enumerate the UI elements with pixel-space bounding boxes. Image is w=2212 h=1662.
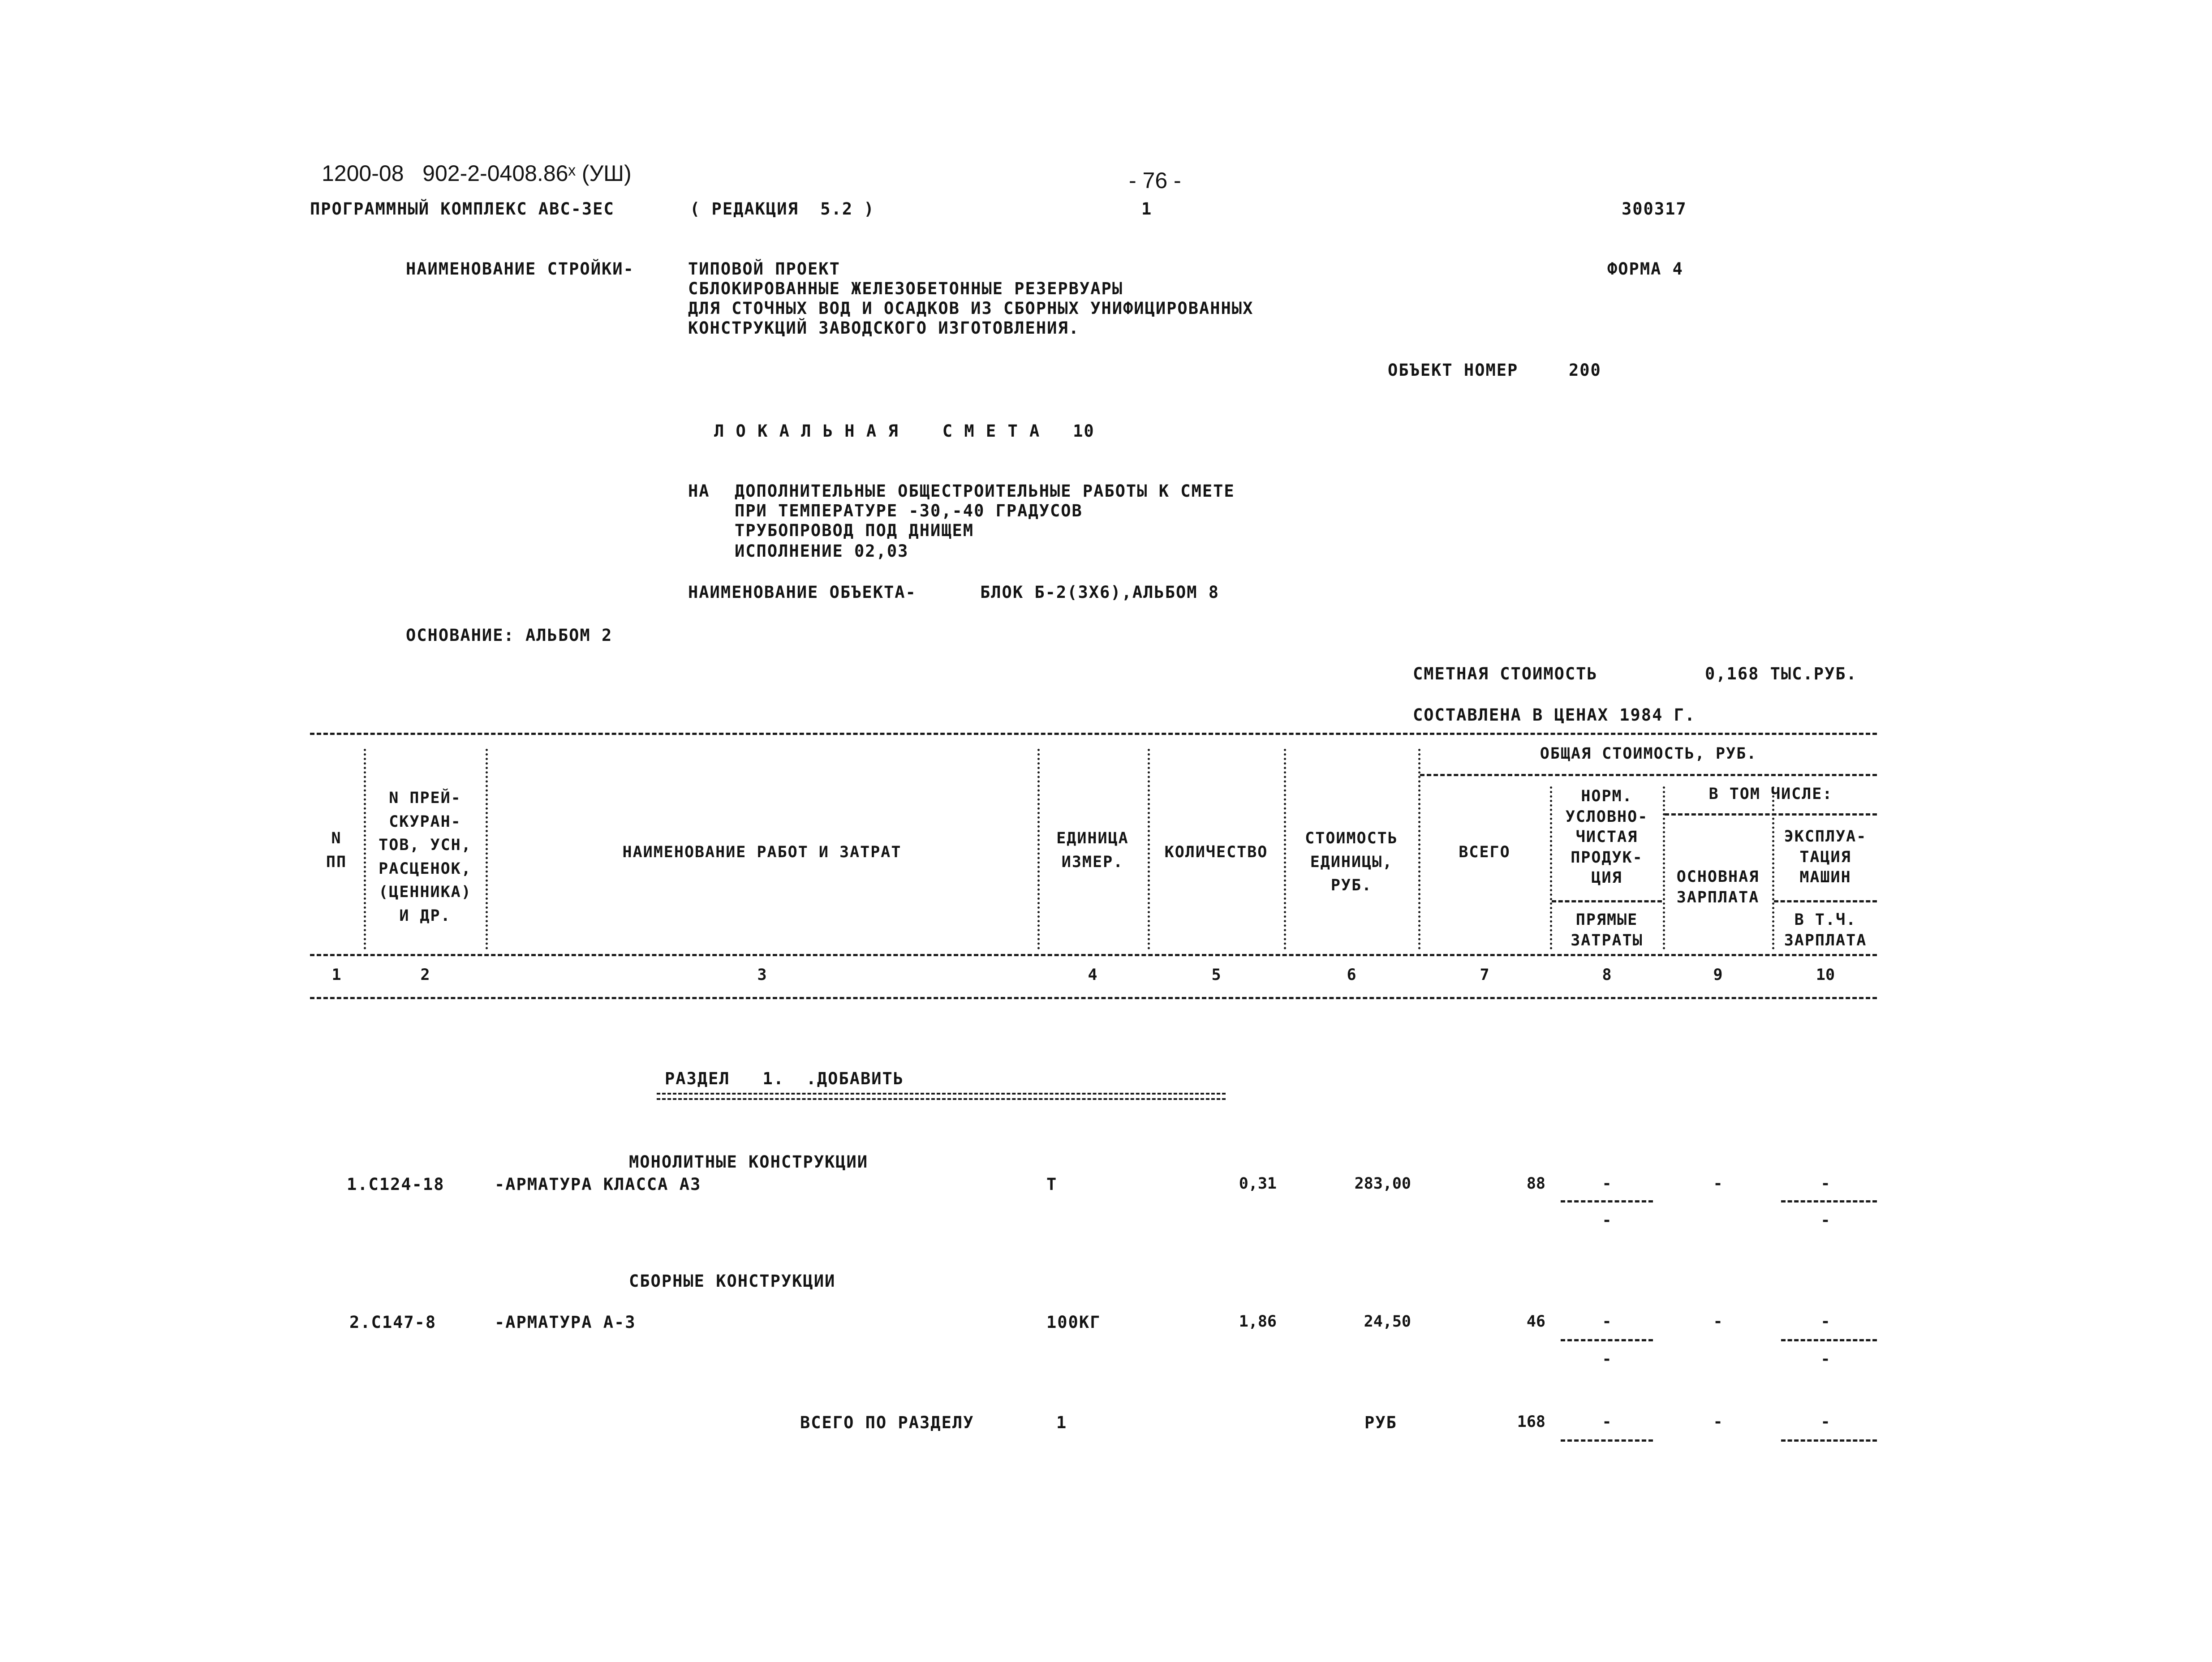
header-bottom-rule: [310, 954, 1877, 956]
header-quantity: КОЛИЧЕСТВО: [1164, 843, 1268, 861]
cell-rule: [1781, 1439, 1877, 1442]
row-total: 46: [1526, 1313, 1545, 1331]
row-machine-salary: -: [1820, 1350, 1830, 1368]
sheet-number: 1: [1141, 199, 1153, 219]
header-direct-costs: ПРЯМЫЕ ЗАТРАТЫ: [1571, 911, 1643, 949]
construction-name-line: ТИПОВОЙ ПРОЕКТ: [688, 259, 840, 279]
including-header: В ТОМ ЧИСЛЕ:: [1708, 785, 1833, 803]
purpose-line: ПРИ ТЕМПЕРАТУРЕ -30,-40 ГРАДУСОВ: [735, 501, 1083, 520]
purpose-line: ДОПОЛНИТЕЛЬНЫЕ ОБЩЕСТРОИТЕЛЬНЫЕ РАБОТЫ К СМЕТЕ: [735, 481, 1235, 501]
object-name: БЛОК Б-2(3Х6),АЛЬБОМ 8: [980, 583, 1220, 602]
row-net-production: -: [1602, 1175, 1612, 1193]
column-number: 5: [1211, 966, 1221, 984]
cell-rule: [1561, 1200, 1653, 1202]
column-number: 8: [1602, 966, 1612, 984]
object-name-label: НАИМЕНОВАНИЕ ОБЪЕКТА-: [688, 583, 917, 602]
price-base-label: СОСТАВЛЕНА В ЦЕНАХ 1984 Г.: [1413, 705, 1696, 725]
column-number: 1: [331, 966, 341, 984]
row-work-name: -АРМАТУРА А-3: [495, 1313, 636, 1332]
header-total: ВСЕГО: [1459, 843, 1511, 861]
group-title: МОНОЛИТНЫЕ КОНСТРУКЦИИ: [629, 1152, 869, 1172]
row-quantity: 1,86: [1239, 1313, 1277, 1331]
row-code: 1.С124-18: [347, 1175, 445, 1194]
cell-rule: [1561, 1339, 1653, 1341]
document-stamp: 1200-08 902-2-0408.86ˣ (УШ): [322, 161, 632, 186]
purpose-prefix: НА: [688, 481, 710, 501]
row-base-salary: -: [1713, 1313, 1723, 1331]
header-net-production-rule: [1552, 900, 1662, 902]
cell-rule: [1561, 1439, 1653, 1442]
construction-name-label: НАИМЕНОВАНИЕ СТРОЙКИ-: [406, 259, 634, 279]
row-unit-cost: 283,00: [1354, 1175, 1411, 1193]
row-base-salary: -: [1713, 1175, 1723, 1193]
column-number: 3: [757, 966, 767, 984]
basis-label: ОСНОВАНИЕ: АЛЬБОМ 2: [406, 626, 613, 645]
section-total-value: 168: [1517, 1413, 1545, 1431]
header-price-code: N ПРЕЙ- СКУРАН- ТОВ, УСН, РАСЦЕНОК, (ЦЕННИКА) И ДР.: [379, 789, 472, 925]
row-unit-cost: 24,50: [1364, 1313, 1411, 1331]
column-number: 6: [1347, 966, 1356, 984]
section-double-rule: [657, 1093, 1226, 1100]
document-code: 300317: [1622, 199, 1687, 219]
form-label: ФОРМА 4: [1607, 259, 1683, 279]
purpose-line: ИСПОЛНЕНИЕ 02,03: [735, 541, 909, 561]
row-machine-salary: -: [1820, 1211, 1830, 1229]
column-number: 10: [1816, 966, 1835, 984]
row-total: 88: [1526, 1175, 1545, 1193]
construction-name-line: ДЛЯ СТОЧНЫХ ВОД И ОСАДКОВ ИЗ СБОРНЫХ УНИФИЦИРОВАННЫХ: [688, 299, 1254, 318]
object-number: 200: [1569, 361, 1601, 380]
column-numbers-rule: [310, 997, 1877, 999]
estimate-title: Л О К А Л Ь Н А Я С М Е Т А 10: [714, 421, 1095, 441]
estimated-cost-label: СМЕТНАЯ СТОИМОСТЬ: [1413, 664, 1598, 683]
page-number: - 76 -: [1129, 168, 1181, 193]
table-top-rule: [310, 733, 1877, 735]
column-number: 2: [420, 966, 430, 984]
section-total-machine-operation: -: [1820, 1413, 1830, 1431]
column-number: 7: [1480, 966, 1489, 984]
total-cost-group-header: ОБЩАЯ СТОИМОСТЬ, РУБ.: [1540, 745, 1757, 763]
section-title: РАЗДЕЛ 1. .ДОБАВИТЬ: [665, 1069, 904, 1088]
cell-rule: [1781, 1200, 1877, 1202]
row-machine-operation: -: [1820, 1175, 1830, 1193]
estimated-cost-value: 0,168 ТЫС.РУБ.: [1705, 664, 1857, 683]
row-machine-operation: -: [1820, 1313, 1830, 1331]
column-number: 4: [1088, 966, 1097, 984]
column-number: 9: [1713, 966, 1723, 984]
section-total-number: 1: [1056, 1413, 1067, 1432]
construction-name-line: КОНСТРУКЦИЙ ЗАВОДСКОГО ИЗГОТОВЛЕНИЯ.: [688, 318, 1080, 338]
section-total-net-production: -: [1602, 1413, 1612, 1431]
header-row-number: N ПП: [326, 829, 347, 871]
edition-label: ( РЕДАКЦИЯ 5.2 ): [690, 199, 875, 219]
including-rule: [1665, 813, 1877, 816]
row-quantity: 0,31: [1239, 1175, 1277, 1193]
construction-name-line: СБЛОКИРОВАННЫЕ ЖЕЛЕЗОБЕТОННЫЕ РЕЗЕРВУАРЫ: [688, 279, 1123, 298]
row-direct-costs: -: [1602, 1211, 1612, 1229]
section-total-base-salary: -: [1713, 1413, 1723, 1431]
group-rule: [1420, 774, 1877, 776]
cell-rule: [1781, 1339, 1877, 1341]
header-machine-operation: ЭКСПЛУА- ТАЦИЯ МАШИН: [1784, 828, 1867, 886]
header-work-name: НАИМЕНОВАНИЕ РАБОТ И ЗАТРАТ: [622, 843, 902, 861]
header-machine-operation-rule: [1774, 900, 1877, 902]
row-unit: 100КГ: [1046, 1313, 1101, 1332]
header-unit: ЕДИНИЦА ИЗМЕР.: [1056, 829, 1129, 871]
group-title: СБОРНЫЕ КОНСТРУКЦИИ: [629, 1271, 836, 1291]
section-total-label: ВСЕГО ПО РАЗДЕЛУ: [800, 1413, 974, 1432]
row-code: 2.С147-8: [349, 1313, 437, 1332]
program-label: ПРОГРАММНЫЙ КОМПЛЕКС АВС-ЗЕС: [310, 199, 615, 219]
section-total-unit: РУБ: [1364, 1413, 1397, 1432]
header-machine-salary: В Т.Ч. ЗАРПЛАТА: [1784, 911, 1867, 949]
header-base-salary: ОСНОВНАЯ ЗАРПЛАТА: [1676, 868, 1760, 906]
row-work-name: -АРМАТУРА КЛАССА А3: [495, 1175, 701, 1194]
row-net-production: -: [1602, 1313, 1612, 1331]
header-unit-cost: СТОИМОСТЬ ЕДИНИЦЫ, РУБ.: [1305, 829, 1398, 894]
purpose-line: ТРУБОПРОВОД ПОД ДНИЩЕМ: [735, 521, 974, 540]
row-direct-costs: -: [1602, 1350, 1612, 1368]
header-net-production: НОРМ. УСЛОВНО- ЧИСТАЯ ПРОДУК- ЦИЯ: [1565, 787, 1648, 887]
object-number-label: ОБЪЕКТ НОМЕР: [1388, 361, 1519, 380]
row-unit: Т: [1046, 1175, 1058, 1194]
